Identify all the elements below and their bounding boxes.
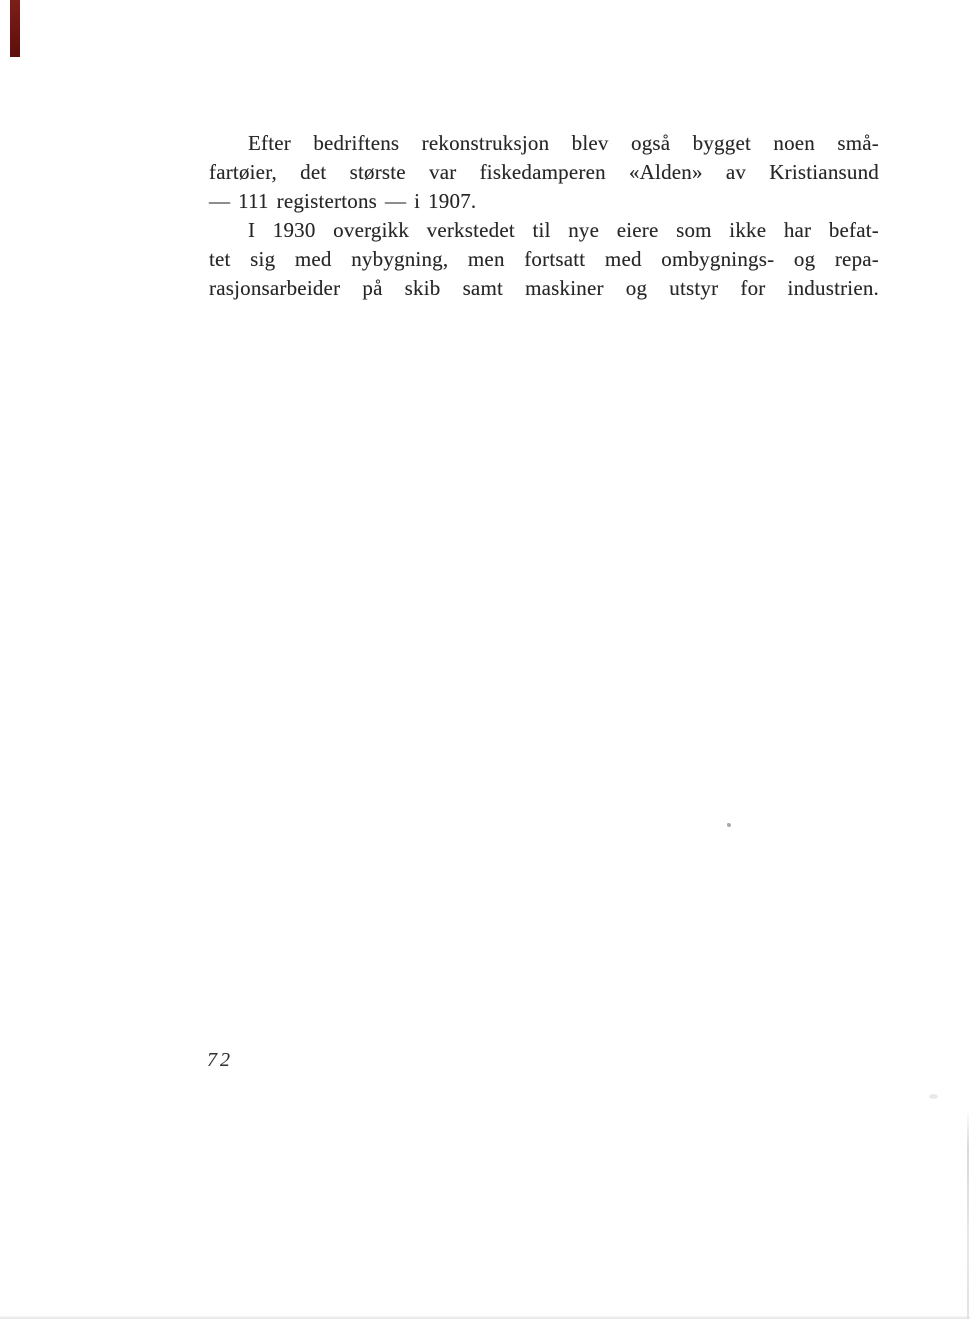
text-line: I 1930 overgikk verkstedet til nye eiere som ikke har befat- (248, 218, 879, 242)
scan-speck (727, 823, 731, 827)
scan-smudge (929, 1094, 938, 1099)
text-line: — 111 registertons — i 1907. (209, 189, 477, 213)
text-line: rasjonsarbeider på skib samt maskiner og utstyr for industrien. (209, 276, 879, 300)
body-text (209, 129, 879, 303)
scan-edge-artifact (967, 1108, 969, 1319)
page-number: 72 (207, 1049, 233, 1071)
text-line: fartøier, det største var fiskedamperen «Alden» av Kristiansund (209, 160, 879, 184)
text-line: Efter bedriftens rekonstruksjon blev også bygget noen små- (248, 131, 879, 155)
text-line: tet sig med nybygning, men fortsatt med ombygnings- og repa- (209, 247, 879, 271)
red-ink-mark (10, 0, 20, 57)
